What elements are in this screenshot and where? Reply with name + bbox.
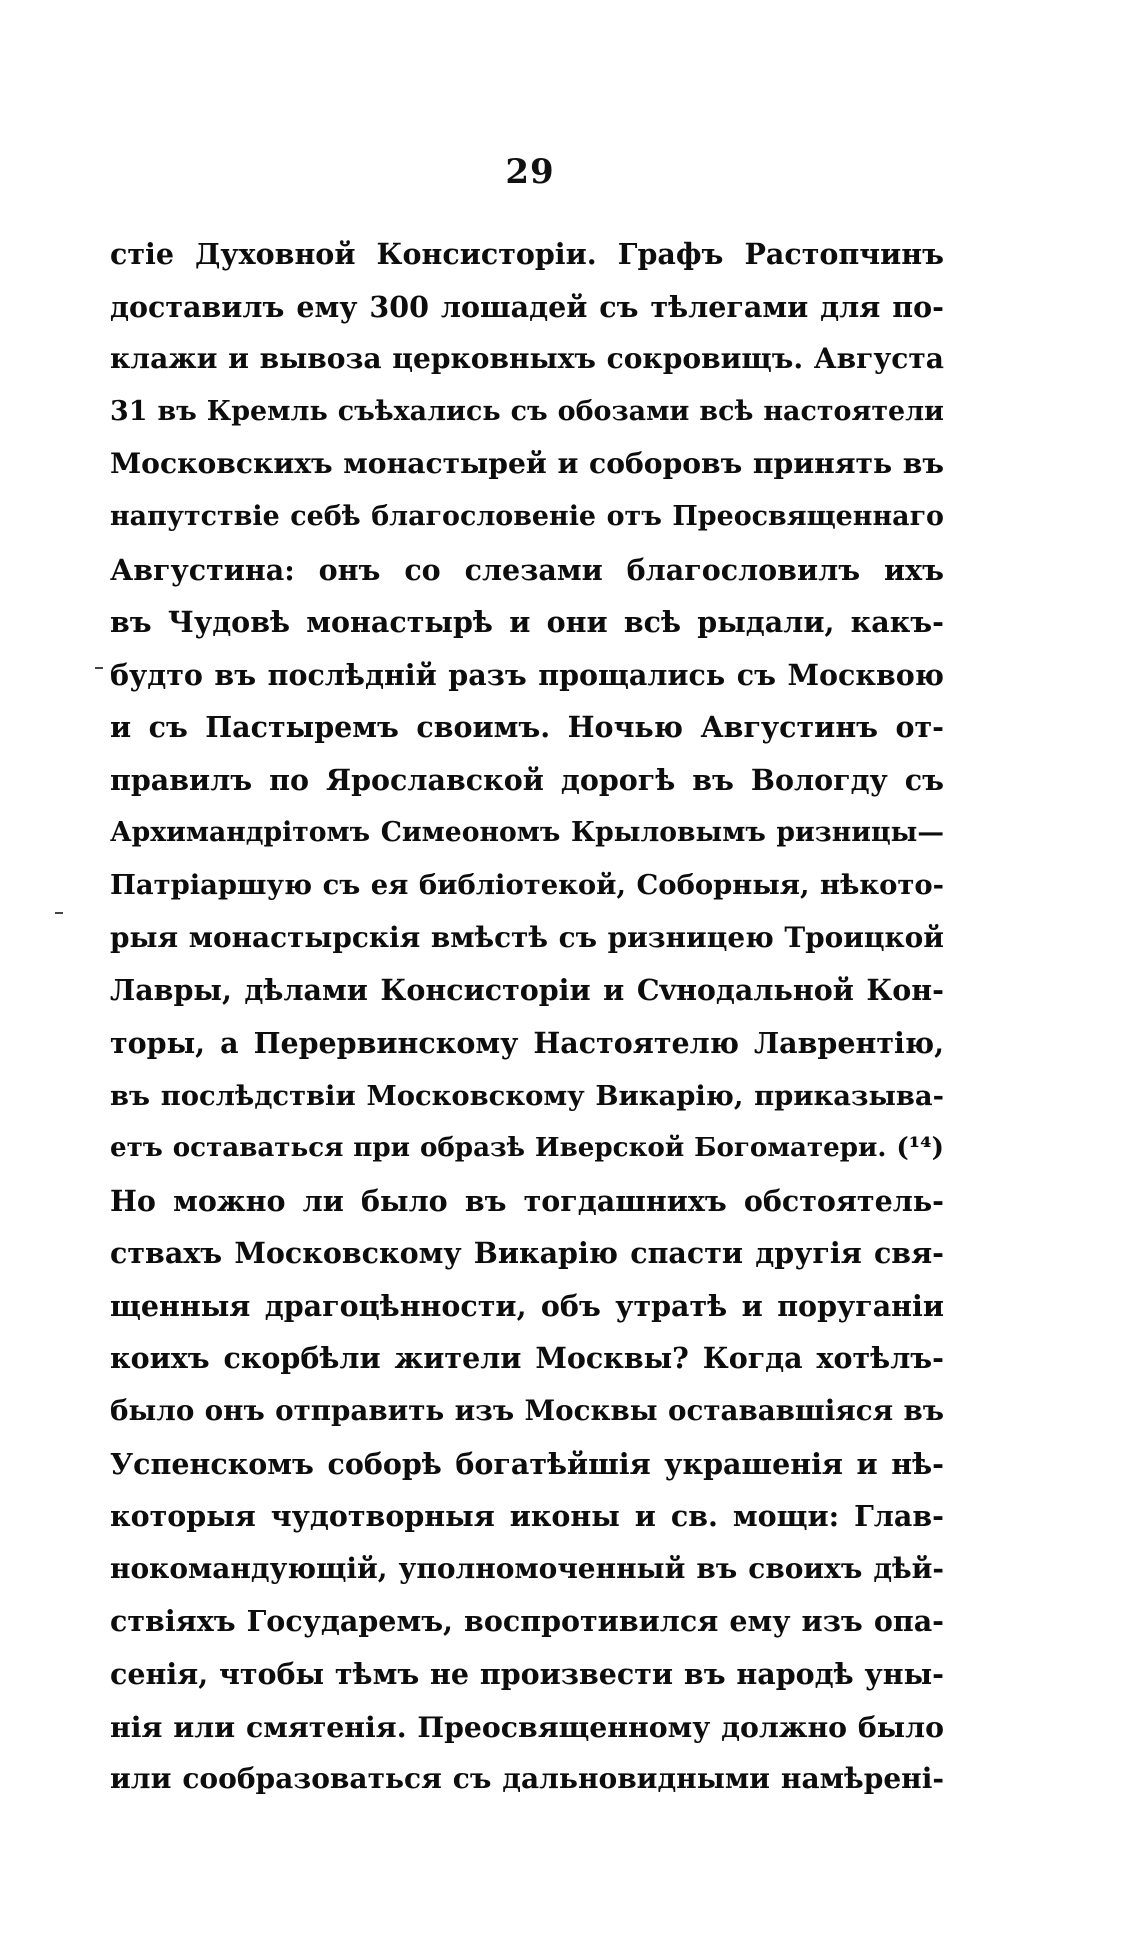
text-line: клажи и вывоза церковныхъ сокровищъ. Августа [110,342,944,376]
text-line: 31 въ Кремль съѣхались съ обозами всѣ настоятели [110,395,944,427]
text-line: которыя чудотворныя иконы и св. мощи: Глав- [110,1499,944,1534]
text-line: Успенскомъ соборѣ богатѣйшія украшенія и нѣ- [110,1446,944,1481]
text-line: Архимандрітомъ Симеономъ Крыловымъ ризницы— [110,816,944,848]
text-line: торы, а Перервинскому Настоятелю Лаврентію, [110,1025,944,1060]
text-line: коихъ скорбѣли жители Москвы? Когда хотѣлъ- [110,1341,944,1376]
text-line: Лавры, дѣлами Консисторіи и Сvнодальной Кон- [110,973,944,1008]
text-line: въ Чудовѣ монастырѣ и они всѣ рыдали, какъ- [110,605,944,640]
text-line: Патріаршую съ ея библіотекой, Соборныя, нѣкото- [110,869,944,902]
text-line: ствіяхъ Государемъ, воспротивился ему изъ опа- [110,1604,944,1639]
page-number: 29 [505,152,555,192]
margin-mark [55,912,63,914]
text-line: нія или смятенія. Преосвященному должно было [110,1709,944,1744]
text-line: или сообразоваться съ дальновидными намѣрені- [110,1762,944,1796]
text-line: напутствіе себѣ благословеніе отъ Преосвященнаго [110,500,944,532]
text-line: рыя монастырскія вмѣстѣ съ ризницею Троицкой [110,920,944,954]
text-line: ствахъ Московскому Викарію спасти другія свя- [110,1236,944,1271]
text-line: правилъ по Ярославской дорогѣ въ Вологду съ [110,762,944,797]
text-line: Августина: онъ со слезами благословилъ ихъ [110,552,944,587]
text-line: будто въ послѣдній разъ прощались съ Москвою [110,657,944,692]
text-line: Но можно ли было въ тогдашнихъ обстоятель- [110,1183,944,1218]
text-line: въ послѣдствіи Московскому Викарію, приказыва- [110,1079,944,1112]
text-line: щенныя драгоцѣнности, объ утратѣ и поруганіи [110,1288,944,1323]
text-line: Московскихъ монастырей и соборовъ принять въ [110,447,944,481]
text-line: было онъ отправить изъ Москвы остававшіяся въ [110,1394,944,1428]
text-line: нокомандующій, уполномоченный въ своихъ дѣй- [110,1551,944,1585]
text-line: етъ оставаться при образѣ Иверской Богоматери. (¹⁴) [110,1132,944,1164]
margin-mark [95,667,103,669]
text-line: стіе Духовной Консисторіи. Графъ Растопчинъ [110,237,944,271]
text-line: и съ Пастыремъ своимъ. Ночью Августинъ от- [110,710,944,745]
body-text [110,228,944,1806]
text-line: доставилъ ему 300 лошадей съ тѣлегами для по- [110,289,944,324]
text-line: сенія, чтобы тѣмъ не произвести въ народѣ уны- [110,1657,944,1692]
